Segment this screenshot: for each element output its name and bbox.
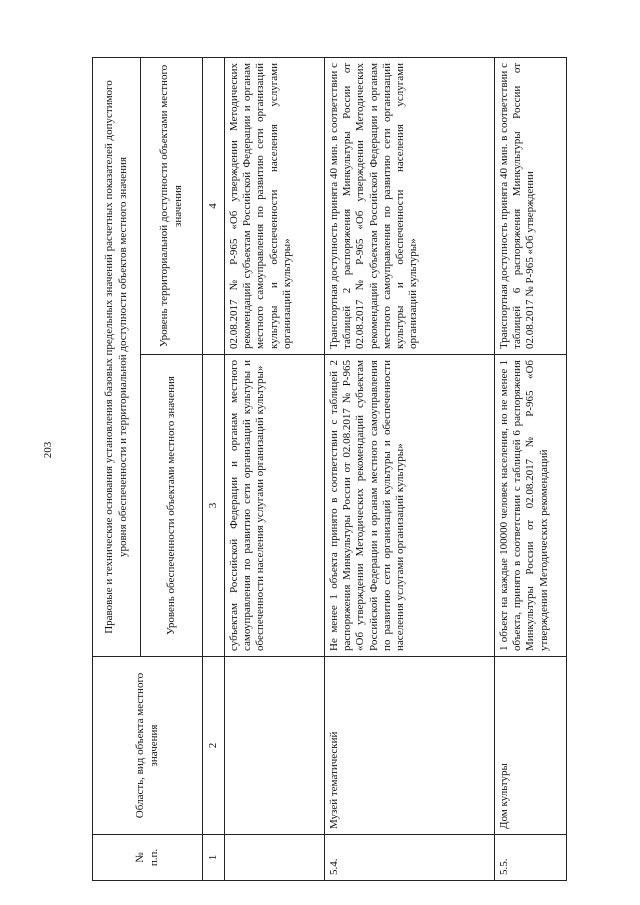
header-row-1 <box>93 57 141 880</box>
table-row <box>325 57 495 880</box>
table-row <box>225 57 325 880</box>
column-number-3: 3 <box>203 355 225 657</box>
column-number-2: 2 <box>203 657 225 835</box>
rotated-table-container <box>92 58 566 881</box>
column-number-1: 1 <box>203 835 225 881</box>
row-name: Музей тематический <box>325 657 495 835</box>
header-area: Область, вид объекта местного значения <box>93 657 203 835</box>
header-accessibility: Уровень территориальной доступности объектами местного значения <box>141 57 203 354</box>
row-provision: Не менее 1 объекта принято в соответствии с таблицей 2 распоряжения Минкультуры России от 02.08.2017 № Р-965 «Об утверждении Методических рекомендаций субъектам Российской Федерации и органам местного самоуправления по развитию сети организаций культуры и обеспеченности населения услугами организаций культуры» <box>325 355 495 657</box>
page-number: 203 <box>42 441 54 459</box>
row-provision: 1 объект на каждые 100000 человек населения, но не менее 1 объекта, принято в соответствии с таблицей 6 распоряжения Минкультуры России от 02.08.2017 № Р-965 «Об утверждении Методических рекомендаций <box>495 355 567 657</box>
row-num <box>225 835 325 881</box>
table-row <box>495 57 567 880</box>
row-accessibility: Транспортная доступность принята 40 мин. в соответствии с таблицей 6 распоряжения Минкультуры России от 02.08.2017 № Р-965 «Об утверждении <box>495 57 567 354</box>
row-provision: субъектам Российской Федерации и органам местного самоуправления по развитию сети организаций культуры и обеспеченности населения услугами организаций культуры» <box>225 355 325 657</box>
standards-table <box>92 57 567 881</box>
row-num: 5.5. <box>495 835 567 881</box>
row-name: Дом культуры <box>495 657 567 835</box>
header-num: № п.п. <box>93 835 203 881</box>
column-number-row <box>203 57 225 880</box>
row-accessibility: Транспортная доступность принята 40 мин. в соответствии с таблицей 2 распоряжения Минкультуры России от 02.08.2017 № Р-965 «Об утверждении Методических рекомендаций субъектам Российской Федерации и органам местного самоуправления по развитию сети организаций культуры и обеспеченности населения услугами организаций культуры» <box>325 57 495 354</box>
row-name <box>225 657 325 835</box>
column-number-4: 4 <box>203 57 225 354</box>
row-accessibility: 02.08.2017 № Р-965 «Об утверждении Методических рекомендаций субъектам Российской Федерации и органам местного самоуправления по развитию сети организаций культуры и обеспеченности населения услугами организаций культуры» <box>225 57 325 354</box>
header-provision: Уровень обеспеченности объектами местного значения <box>141 355 203 657</box>
row-num: 5.4. <box>325 835 495 881</box>
header-basis: Правовые и технические основания установления базовых предельных значений расчетных показателей допустимого уровня обеспеченности и территориальной доступности объектов местного значения <box>93 57 141 656</box>
